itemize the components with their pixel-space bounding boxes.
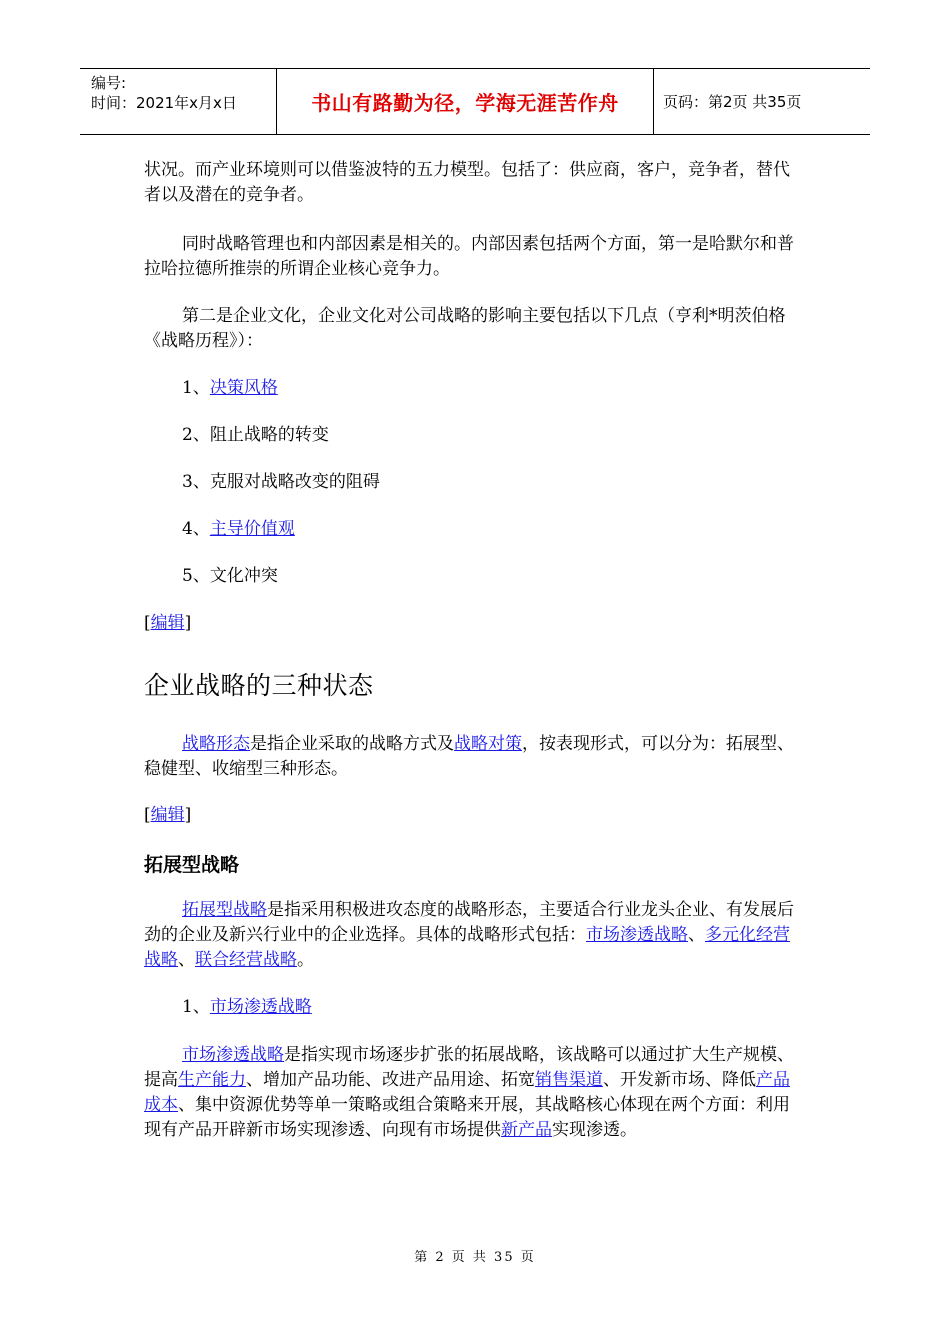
edit-section-1: [编辑]: [144, 613, 192, 633]
link-expansion-strategy[interactable]: 拓展型战略: [182, 900, 267, 920]
list-item: 4、主导价值观: [182, 519, 295, 539]
link-market-penetration[interactable]: 市场渗透战略: [586, 925, 688, 945]
paragraph-industry-environment: 状况。而产业环境则可以借鉴波特的五力模型。包括了：供应商，客户，竞争者，替代者以及潜在的竞争者。: [144, 160, 790, 205]
edit-link[interactable]: 编辑: [150, 805, 185, 825]
link-joint-operation[interactable]: 联合经营战略: [195, 950, 297, 970]
link-strategy-countermeasure[interactable]: 战略对策: [454, 734, 522, 754]
list-item: 5、文化冲突: [182, 566, 278, 586]
link-new-product[interactable]: 新产品: [501, 1120, 552, 1140]
paragraph-expansion-strategy: 拓展型战略是指采用积极进攻态度的战略形态，主要适合行业龙头企业、有发展后劲的企业及新兴行业中的企业选择。具体的战略形式包括：市场渗透战略、多元化经营战略、联合经营战略。: [144, 900, 794, 970]
header-motto: 书山有路勤为径，学海无涯苦作舟: [277, 69, 654, 134]
header-page-info: 页码：第2页 共35页: [663, 93, 802, 111]
link-market-penetration-item[interactable]: 市场渗透战略: [209, 997, 312, 1017]
page-header: [80, 68, 870, 135]
time-label: 时间：2021年x月x日: [91, 94, 237, 112]
edit-link[interactable]: 编辑: [150, 613, 185, 633]
list-item: 2、阻止战略的转变: [182, 425, 329, 445]
paragraph-market-penetration: 市场渗透战略是指实现市场逐步扩张的拓展战略，该战略可以通过扩大生产规模、提高生产能力、增加产品功能、改进产品用途、拓宽销售渠道、开发新市场、降低产品成本、集中资源优势等单一策略或组合策略来开展，其战略核心体现在两个方面：利用现有产品开辟新市场实现渗透、向现有市场提供新产品实现渗透。: [144, 1045, 794, 1140]
link-diversification[interactable]: 多元化经营战略: [144, 925, 790, 970]
page-footer: 第 2 页 共 35 页: [414, 1250, 536, 1265]
link-production-capacity[interactable]: 生产能力: [178, 1070, 246, 1090]
heading-three-states: 企业战略的三种状态: [144, 671, 374, 700]
paragraph-internal-factors: 同时战略管理也和内部因素是相关的。内部因素包括两个方面，第一是哈默尔和普拉哈拉德所推崇的所谓企业核心竞争力。: [144, 234, 794, 279]
paragraph-strategy-forms: 战略形态是指企业采取的战略方式及战略对策，按表现形式，可以分为：拓展型、稳健型、收缩型三种形态。: [144, 734, 794, 779]
link-decision-style[interactable]: 决策风格: [209, 378, 278, 398]
link-dominant-values[interactable]: 主导价值观: [209, 519, 295, 539]
edit-section-2: [编辑]: [144, 805, 192, 825]
heading-expansion-strategy: 拓展型战略: [144, 854, 240, 876]
header-meta: [80, 69, 277, 134]
list-item: 1、市场渗透战略: [182, 997, 312, 1017]
number-label: 编号:: [91, 74, 127, 92]
list-item: 3、克服对战略改变的阻碍: [182, 472, 380, 492]
list-item: 1、决策风格: [182, 378, 278, 398]
link-strategy-form[interactable]: 战略形态: [182, 734, 250, 754]
link-product-cost[interactable]: 产品成本: [144, 1070, 790, 1115]
link-market-penetration-def[interactable]: 市场渗透战略: [182, 1045, 284, 1065]
link-sales-channel[interactable]: 销售渠道: [535, 1070, 603, 1090]
paragraph-corporate-culture: 第二是企业文化，企业文化对公司战略的影响主要包括以下几点（亨利*明茨伯格《战略历程》）：: [144, 306, 786, 351]
